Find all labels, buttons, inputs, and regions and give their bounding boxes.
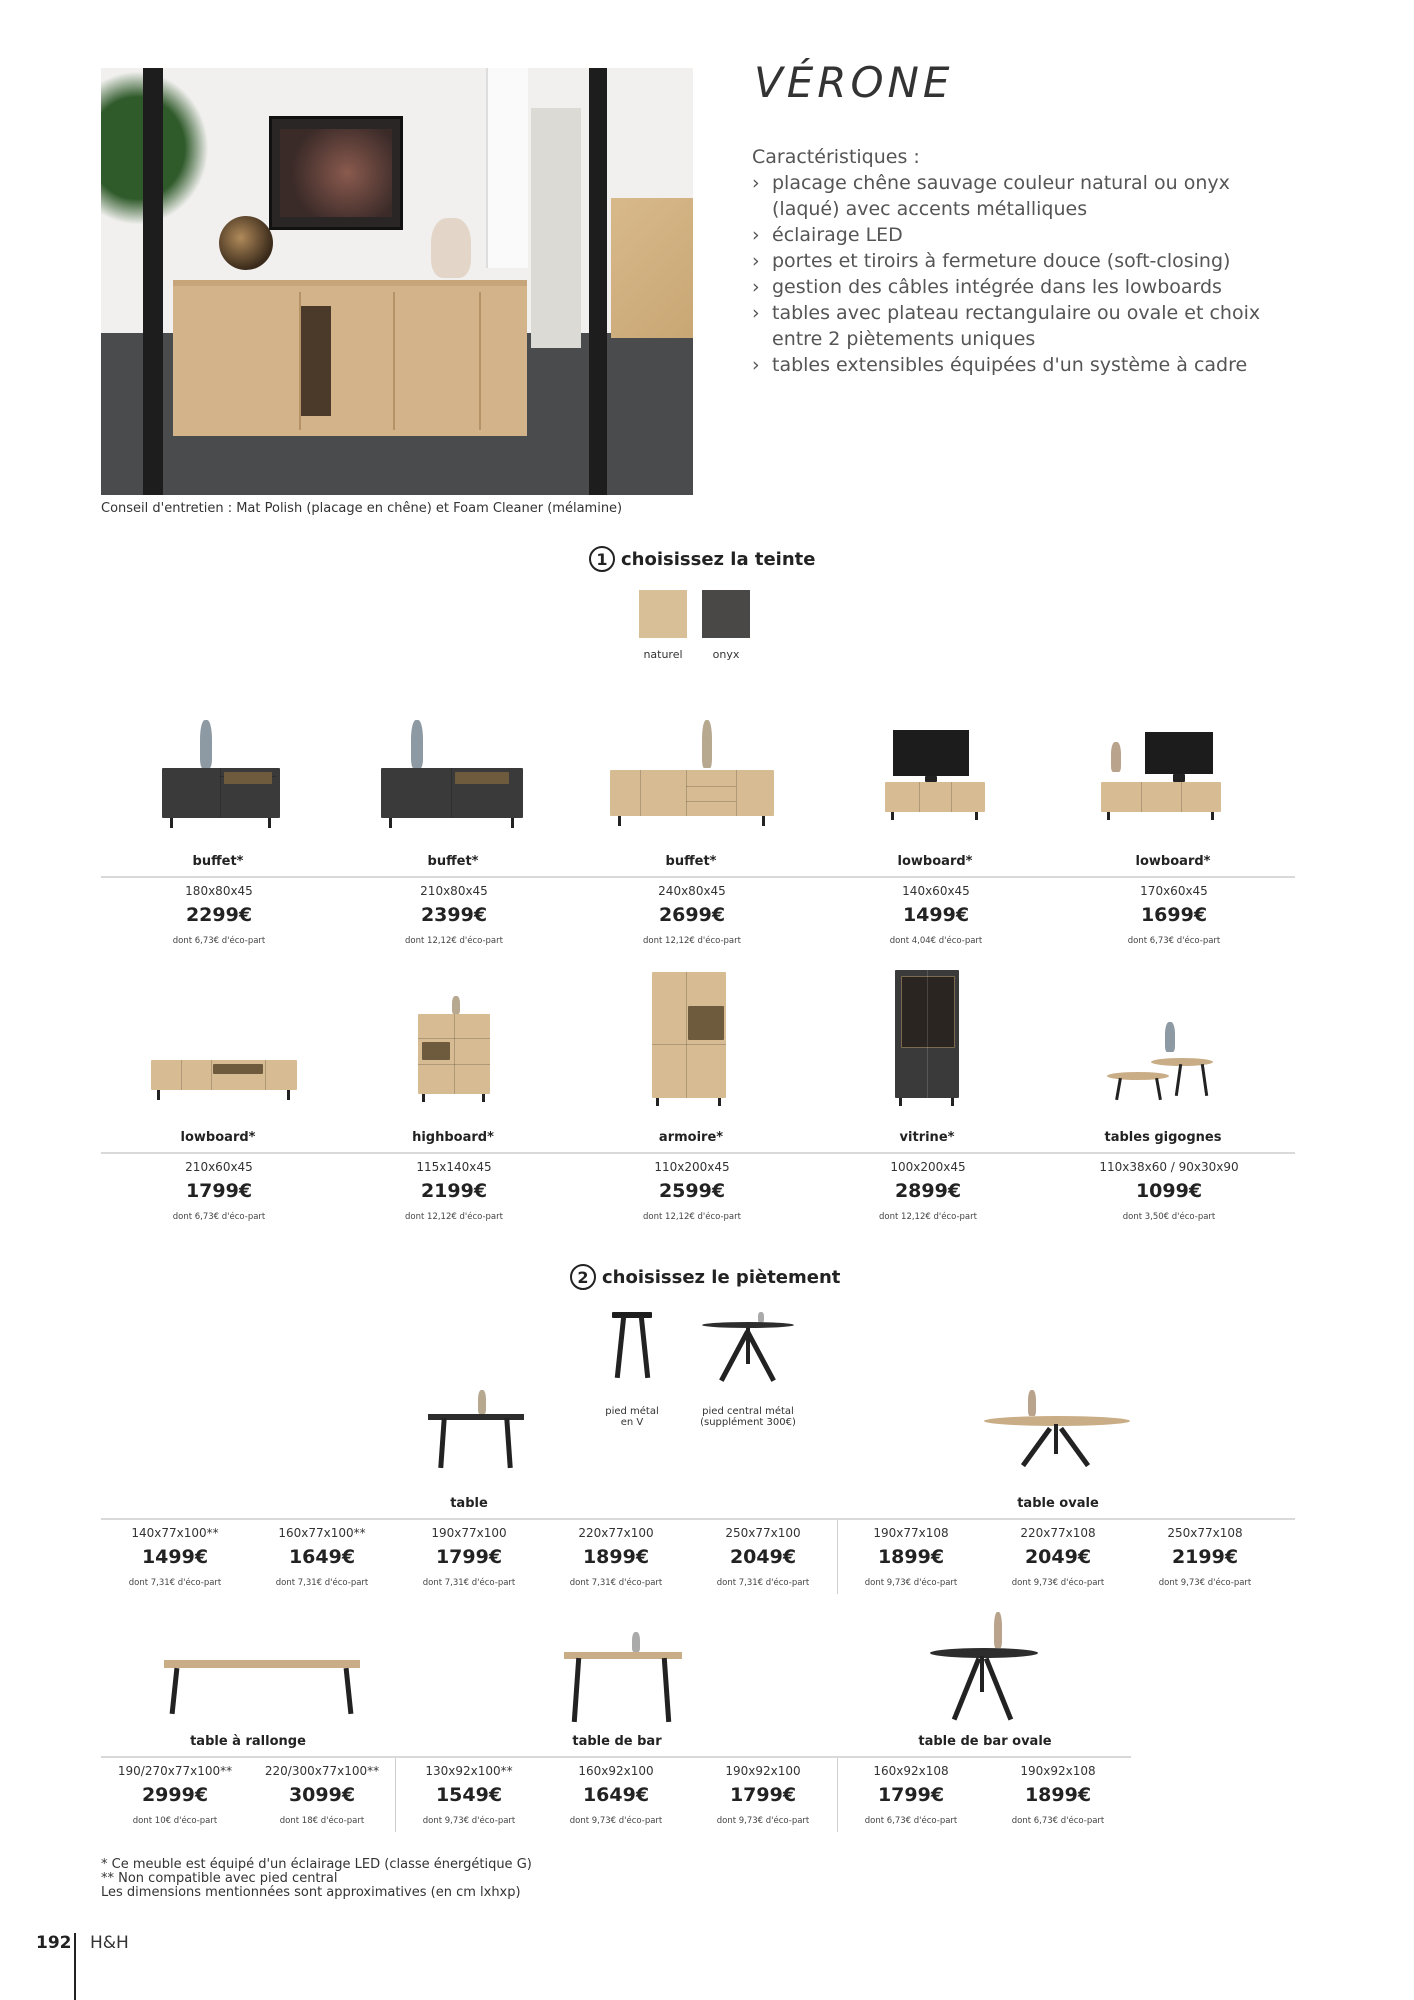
product-price: 2599€ (658, 1180, 726, 1202)
product-image-tables-gigognes[interactable] (1107, 1022, 1213, 1108)
eco-part: dont 6,73€ d'éco-part (1127, 936, 1221, 946)
product-price: 1099€ (1135, 1180, 1203, 1202)
eco-part: dont 3,50€ d'éco-part (1122, 1212, 1216, 1222)
product-name: lowboard* (1135, 854, 1211, 869)
product-name: table ovale (1017, 1496, 1099, 1511)
product-price: 2199€ (1171, 1546, 1239, 1568)
product-name: vitrine* (899, 1130, 955, 1145)
product-image-table[interactable] (428, 1390, 524, 1474)
product-dimensions: 190x92x100 (725, 1764, 801, 1778)
footnote: * Ce meuble est équipé d'un éclairage LED (classe énergétique G) (101, 1857, 532, 1872)
product-price: 3099€ (288, 1784, 356, 1806)
eco-part: dont 10€ d'éco-part (132, 1816, 218, 1826)
divider (101, 1152, 1295, 1154)
product-price: 2049€ (729, 1546, 797, 1568)
step1-heading (589, 546, 815, 572)
product-name: armoire* (658, 1130, 724, 1145)
product-price: 1899€ (582, 1546, 650, 1568)
product-name: buffet* (665, 854, 717, 869)
product-image-buffet-210[interactable] (381, 720, 523, 840)
product-image-buffet-180[interactable] (162, 720, 280, 840)
swatch-label: naturel (643, 648, 683, 661)
product-dimensions: 170x60x45 (1140, 884, 1208, 898)
step2-label: choisissez le piètement (602, 1266, 841, 1288)
product-name: lowboard* (180, 1130, 256, 1145)
eco-part: dont 9,73€ d'éco-part (1158, 1578, 1252, 1588)
product-price: 1899€ (1024, 1784, 1092, 1806)
product-dimensions: 140x60x45 (902, 884, 970, 898)
product-dimensions: 220/300x77x100** (264, 1764, 380, 1778)
product-dimensions: 220x77x100 (578, 1526, 654, 1540)
step1-number: 1 (589, 546, 615, 572)
eco-part: dont 6,73€ d'éco-part (864, 1816, 958, 1826)
product-name: table de bar ovale (918, 1734, 1052, 1749)
eco-part: dont 7,31€ d'éco-part (422, 1578, 516, 1588)
eco-part: dont 9,73€ d'éco-part (422, 1816, 516, 1826)
eco-part: dont 9,73€ d'éco-part (1011, 1578, 1105, 1588)
leg-v-icon[interactable] (612, 1312, 652, 1386)
product-price: 2699€ (658, 904, 726, 926)
brand-name: H&H (90, 1933, 129, 1953)
product-dimensions: 220x77x108 (1020, 1526, 1096, 1540)
product-dimensions: 100x200x45 (890, 1160, 966, 1174)
product-dimensions: 190x77x108 (873, 1526, 949, 1540)
product-price: 2399€ (420, 904, 488, 926)
divider (101, 876, 1295, 878)
product-price: 1549€ (435, 1784, 503, 1806)
product-price: 1649€ (288, 1546, 356, 1568)
product-price: 1499€ (902, 904, 970, 926)
product-image-buffet-240[interactable] (610, 720, 774, 840)
page-number: 192 (36, 1933, 72, 1953)
product-price: 2999€ (141, 1784, 209, 1806)
swatch-label: onyx (712, 648, 740, 661)
eco-part: dont 12,12€ d'éco-part (405, 1212, 503, 1222)
eco-part: dont 18€ d'éco-part (279, 1816, 365, 1826)
eco-part: dont 9,73€ d'éco-part (864, 1578, 958, 1588)
eco-part: dont 7,31€ d'éco-part (716, 1578, 810, 1588)
step2-number: 2 (570, 1264, 596, 1290)
swatch-onyx[interactable] (702, 590, 750, 638)
product-price: 2299€ (185, 904, 253, 926)
product-name: buffet* (192, 854, 244, 869)
product-dimensions: 250x77x100 (725, 1526, 801, 1540)
divider (101, 1756, 1131, 1758)
hero-photo (101, 68, 693, 495)
product-image-table-rallonge[interactable] (164, 1660, 360, 1720)
feature-item: › gestion des câbles intégrée dans les lowboards (752, 276, 1222, 298)
product-name: table (450, 1496, 488, 1511)
product-dimensions: 190/270x77x100** (117, 1764, 233, 1778)
footnote: Les dimensions mentionnées sont approximatives (en cm lxhxp) (101, 1885, 521, 1900)
eco-part: dont 4,04€ d'éco-part (889, 936, 983, 946)
feature-item: › éclairage LED (752, 224, 903, 246)
product-price: 1799€ (435, 1546, 503, 1568)
swatch-naturel[interactable] (639, 590, 687, 638)
eco-part: dont 7,31€ d'éco-part (569, 1578, 663, 1588)
collection-title: VÉRONE (754, 58, 954, 107)
feature-item: › portes et tiroirs à fermeture douce (soft-closing) (752, 250, 1231, 272)
step2-heading (570, 1264, 840, 1290)
eco-part: dont 12,12€ d'éco-part (643, 936, 741, 946)
product-name: lowboard* (897, 854, 973, 869)
features-list (752, 144, 1272, 378)
product-price: 1899€ (877, 1546, 945, 1568)
divider (101, 1518, 1295, 1520)
leg-label: pied central métal (supplément 300€) (700, 1406, 796, 1428)
product-name: highboard* (412, 1130, 494, 1145)
eco-part: dont 9,73€ d'éco-part (569, 1816, 663, 1826)
product-image-table-ovale[interactable] (984, 1390, 1130, 1474)
product-dimensions: 110x200x45 (654, 1160, 730, 1174)
product-dimensions: 190x77x100 (431, 1526, 507, 1540)
product-dimensions: 110x38x60 / 90x30x90 (1099, 1160, 1239, 1174)
product-dimensions: 250x77x108 (1167, 1526, 1243, 1540)
product-image-highboard[interactable] (418, 996, 490, 1106)
product-price: 2899€ (894, 1180, 962, 1202)
eco-part: dont 12,12€ d'éco-part (643, 1212, 741, 1222)
eco-part: dont 6,73€ d'éco-part (1011, 1816, 1105, 1826)
eco-part: dont 7,31€ d'éco-part (275, 1578, 369, 1588)
product-name: tables gigognes (1104, 1130, 1222, 1145)
product-name: table à rallonge (190, 1734, 306, 1749)
step1-label: choisissez la teinte (621, 548, 816, 570)
eco-part: dont 6,73€ d'éco-part (172, 936, 266, 946)
product-price: 1649€ (582, 1784, 650, 1806)
eco-part: dont 9,73€ d'éco-part (716, 1816, 810, 1826)
product-price: 1799€ (185, 1180, 253, 1202)
page-divider (74, 1933, 76, 2000)
product-image-table-de-bar[interactable] (564, 1632, 682, 1724)
features-heading: Caractéristiques : (752, 146, 920, 168)
product-dimensions: 115x140x45 (416, 1160, 492, 1174)
product-name: buffet* (427, 854, 479, 869)
product-dimensions: 160x77x100** (278, 1526, 366, 1540)
product-dimensions: 240x80x45 (658, 884, 726, 898)
eco-part: dont 12,12€ d'éco-part (879, 1212, 977, 1222)
feature-item: › tables avec plateau rectangulaire ou ovale et choix entre 2 piètements uniques (752, 302, 1261, 350)
product-price: 1799€ (877, 1784, 945, 1806)
product-price: 2199€ (420, 1180, 488, 1202)
product-dimensions: 210x80x45 (420, 884, 488, 898)
product-price: 2049€ (1024, 1546, 1092, 1568)
product-dimensions: 180x80x45 (185, 884, 253, 898)
product-dimensions: 210x60x45 (185, 1160, 253, 1174)
product-price: 1799€ (729, 1784, 797, 1806)
care-caption: Conseil d'entretien : Mat Polish (placage en chêne) et Foam Cleaner (mélamine) (101, 501, 623, 516)
product-image-table-de-bar-ovale[interactable] (930, 1612, 1038, 1724)
product-dimensions: 140x77x100** (131, 1526, 219, 1540)
leg-central-icon[interactable] (702, 1312, 794, 1386)
product-price: 1699€ (1140, 904, 1208, 926)
product-dimensions: 130x92x100** (425, 1764, 513, 1778)
product-price: 1499€ (141, 1546, 209, 1568)
product-image-lowboard-170[interactable] (1101, 730, 1221, 840)
product-dimensions: 160x92x100 (578, 1764, 654, 1778)
footnote: ** Non compatible avec pied central (101, 1871, 338, 1886)
footnotes (101, 1858, 532, 1900)
product-image-lowboard-210[interactable] (151, 1060, 297, 1110)
product-image-vitrine[interactable] (895, 970, 959, 1106)
product-image-lowboard-140[interactable] (885, 730, 985, 840)
product-name: table de bar (572, 1734, 662, 1749)
feature-item: › placage chêne sauvage couleur natural ou onyx (laqué) avec accents métalliques (752, 172, 1230, 220)
leg-label: pied métal en V (605, 1406, 659, 1428)
eco-part: dont 12,12€ d'éco-part (405, 936, 503, 946)
eco-part: dont 7,31€ d'éco-part (128, 1578, 222, 1588)
product-dimensions: 190x92x108 (1020, 1764, 1096, 1778)
product-dimensions: 160x92x108 (873, 1764, 949, 1778)
eco-part: dont 6,73€ d'éco-part (172, 1212, 266, 1222)
product-image-armoire[interactable] (652, 972, 726, 1106)
feature-item: › tables extensibles équipées d'un système à cadre (752, 354, 1248, 376)
